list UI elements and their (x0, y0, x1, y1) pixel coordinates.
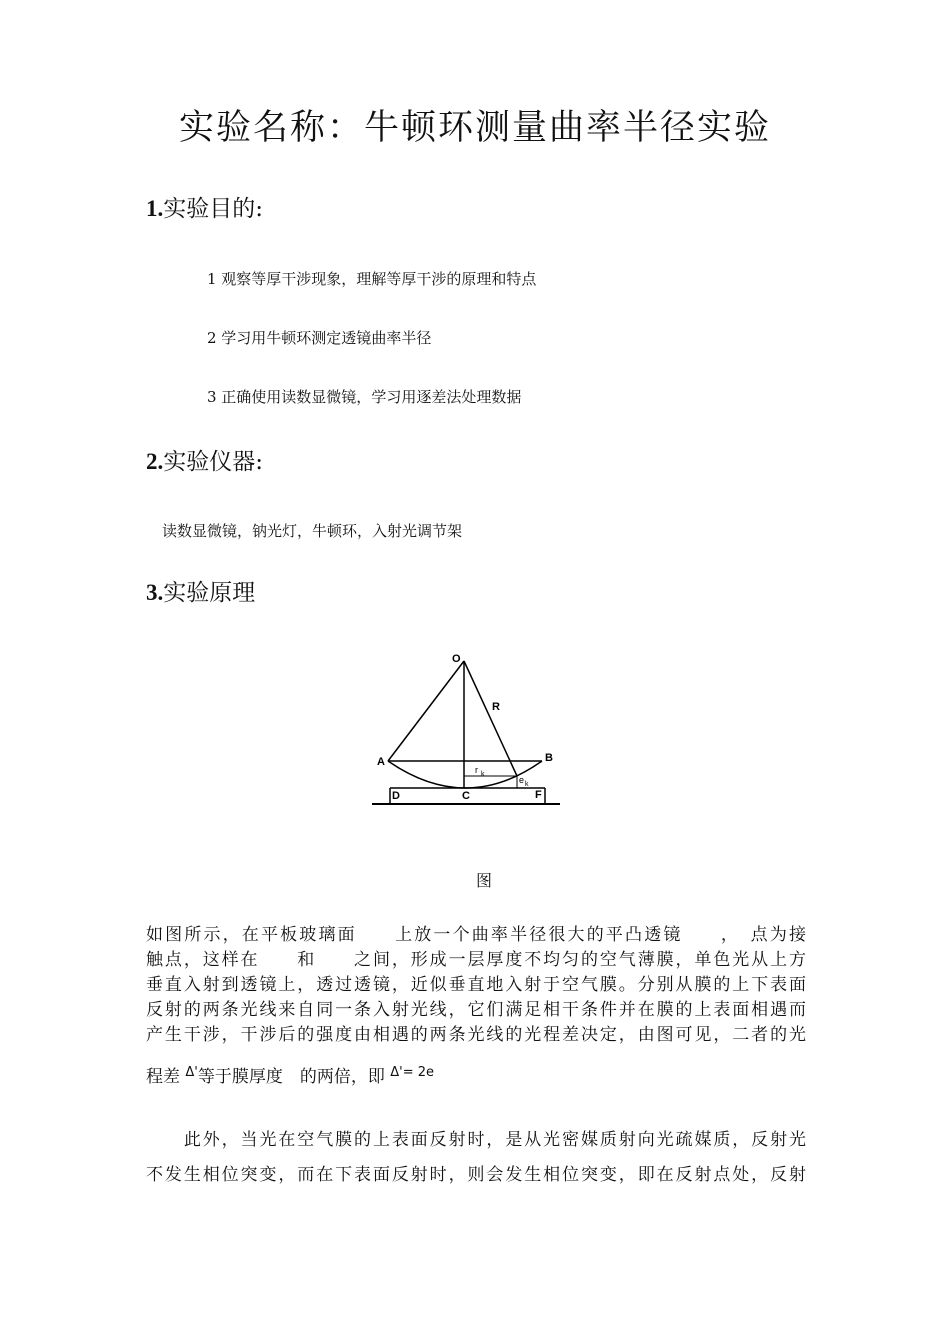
section-heading-principle: 3.实验原理 (146, 580, 256, 606)
label-rk-sub: k (481, 771, 485, 778)
paragraph1-line-6: 程差 $^{\Delta'}$等于膜厚度 的两倍，即 $^{\Delta'= 2e}$ (146, 1065, 435, 1087)
paragraph2-line-2: 不发生相位突变，而在下表面反射时，则会发生相位突变，即在反射点处，反射 (146, 1165, 806, 1185)
newton-ring-diagram (360, 645, 570, 815)
section-heading-instruments: 2.实验仪器: (146, 449, 263, 475)
purpose-item-2: 2 学习用牛顿环测定透镜曲率半径 (207, 329, 432, 347)
figure-caption: 图 (476, 871, 493, 890)
label-o: O (452, 653, 461, 665)
section-heading-purpose: 1.实验目的: (146, 196, 263, 222)
label-c: C (462, 790, 470, 802)
radius-line-oa (388, 661, 464, 761)
paragraph1-line-2: 触点，这样在 和 之间，形成一层厚度不均匀的空气薄膜，单色光从上方 (146, 950, 806, 970)
paragraph1-line-1: 如图所示，在平板玻璃面 上放一个曲率半径很大的平凸透镜 ， 点为接 (146, 925, 806, 945)
purpose-item-3: 3 正确使用读数显微镜，学习用逐差法处理数据 (207, 388, 522, 406)
page-title: 实验名称：牛顿环测量曲率半径实验 (178, 108, 771, 148)
label-b: B (545, 752, 553, 764)
paragraph1-line-4: 反射的两条光线来自同一条入射光线，它们满足相干条件并在膜的上表面相遇而 (146, 1000, 806, 1020)
label-ek: e (519, 775, 525, 785)
paragraph1-line-5: 产生干涉，干涉后的强度由相遇的两条光线的光程差决定，由图可见，二者的光 (146, 1025, 806, 1045)
label-rk: r (475, 765, 478, 775)
radius-line-r (464, 661, 517, 776)
label-r: R (492, 701, 500, 713)
paragraph2-line-1: 此外，当光在空气膜的上表面反射时，是从光密媒质射向光疏媒质，反射光 (146, 1130, 806, 1150)
label-a: A (377, 756, 385, 768)
paragraph1-line-3: 垂直入射到透镜上，透过透镜，近似垂直地入射于空气膜。分别从膜的上下表面 (146, 975, 806, 995)
path-difference-formula: Δ'= 2e (390, 1065, 435, 1080)
instruments-text: 读数显微镜，钠光灯，牛顿环，入射光调节架 (162, 522, 463, 540)
delta-symbol: Δ' (185, 1065, 198, 1080)
label-f: F (535, 789, 542, 801)
label-d: D (392, 790, 400, 802)
label-ek-sub: k (525, 781, 529, 788)
purpose-item-1: 1 观察等厚干涉现象，理解等厚干涉的原理和特点 (207, 270, 537, 288)
